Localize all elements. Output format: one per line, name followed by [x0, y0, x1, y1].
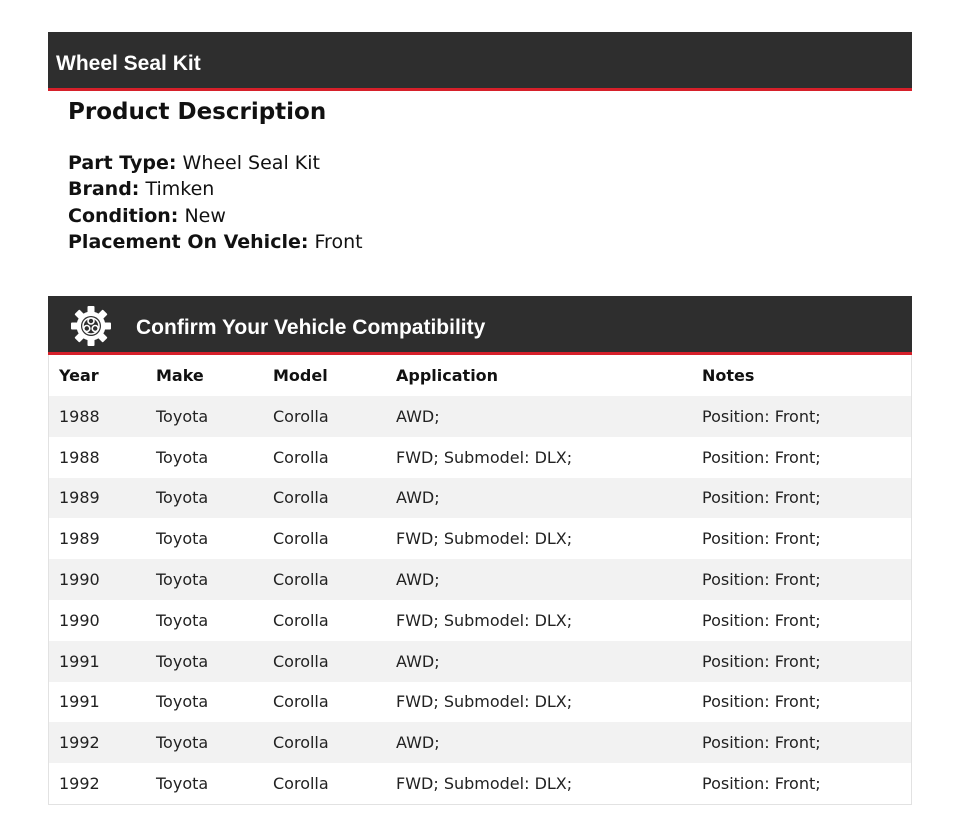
cell-notes: Position: Front; [692, 478, 911, 519]
spec-part-type [68, 150, 363, 176]
cell-application: FWD; Submodel: DLX; [386, 600, 692, 641]
cell-notes: Position: Front; [692, 559, 911, 600]
cell-year: 1990 [49, 600, 146, 641]
cell-notes: Position: Front; [692, 763, 911, 804]
cell-application: AWD; [386, 559, 692, 600]
table-row [49, 559, 911, 600]
product-spec-list [68, 150, 363, 255]
cell-application: FWD; Submodel: DLX; [386, 437, 692, 478]
table-row [49, 478, 911, 519]
table-row [49, 396, 911, 437]
cell-year: 1988 [49, 396, 146, 437]
product-description-heading: Product Description [68, 99, 327, 125]
cell-make: Toyota [146, 478, 263, 519]
cell-make: Toyota [146, 600, 263, 641]
cell-make: Toyota [146, 763, 263, 804]
spec-value: Wheel Seal Kit [182, 152, 320, 174]
cell-model: Corolla [263, 641, 386, 682]
cell-year: 1988 [49, 437, 146, 478]
product-title: Wheel Seal Kit [56, 52, 201, 75]
spec-value: Front [314, 230, 363, 253]
table-row [49, 437, 911, 478]
compatibility-header-bar [48, 296, 912, 355]
table-row [49, 722, 911, 763]
cell-application: FWD; Submodel: DLX; [386, 763, 692, 804]
cell-model: Corolla [263, 682, 386, 723]
cell-application: AWD; [386, 396, 692, 437]
spec-value: Timken [145, 178, 215, 201]
cell-notes: Position: Front; [692, 396, 911, 437]
cell-notes: Position: Front; [692, 600, 911, 641]
cell-notes: Position: Front; [692, 437, 911, 478]
cell-application: AWD; [386, 722, 692, 763]
spec-label: Brand: [68, 178, 140, 201]
spec-placement [68, 229, 363, 255]
cell-model: Corolla [263, 518, 386, 559]
cell-model: Corolla [263, 437, 386, 478]
cell-make: Toyota [146, 682, 263, 723]
cell-year: 1991 [49, 682, 146, 723]
table-row [49, 518, 911, 559]
cell-application: FWD; Submodel: DLX; [386, 518, 692, 559]
column-header-notes: Notes [692, 355, 911, 396]
table-row [49, 641, 911, 682]
compatibility-table-container [48, 355, 912, 805]
cell-year: 1989 [49, 518, 146, 559]
cell-make: Toyota [146, 437, 263, 478]
table-row [49, 682, 911, 723]
gear-icon [70, 305, 112, 347]
cell-year: 1989 [49, 478, 146, 519]
spec-condition [68, 203, 363, 229]
column-header-year: Year [49, 355, 146, 396]
cell-model: Corolla [263, 559, 386, 600]
cell-make: Toyota [146, 559, 263, 600]
cell-model: Corolla [263, 478, 386, 519]
spec-value: New [184, 204, 226, 227]
cell-application: AWD; [386, 641, 692, 682]
cell-model: Corolla [263, 396, 386, 437]
cell-year: 1990 [49, 559, 146, 600]
cell-make: Toyota [146, 396, 263, 437]
cell-model: Corolla [263, 600, 386, 641]
cell-notes: Position: Front; [692, 722, 911, 763]
cell-make: Toyota [146, 641, 263, 682]
cell-year: 1992 [49, 722, 146, 763]
compatibility-title: Confirm Your Vehicle Compatibility [136, 316, 486, 339]
table-row [49, 600, 911, 641]
product-title-bar [48, 32, 912, 91]
column-header-make: Make [146, 355, 263, 396]
cell-make: Toyota [146, 518, 263, 559]
cell-application: FWD; Submodel: DLX; [386, 682, 692, 723]
column-header-application: Application [386, 355, 692, 396]
cell-notes: Position: Front; [692, 518, 911, 559]
spec-brand [68, 176, 363, 202]
cell-notes: Position: Front; [692, 641, 911, 682]
column-header-model: Model [263, 355, 386, 396]
spec-label: Part Type: [68, 152, 177, 174]
cell-model: Corolla [263, 763, 386, 804]
cell-year: 1992 [49, 763, 146, 804]
table-row [49, 763, 911, 804]
spec-label: Condition: [68, 204, 179, 227]
cell-application: AWD; [386, 478, 692, 519]
cell-year: 1991 [49, 641, 146, 682]
table-header-row [49, 355, 911, 396]
spec-label: Placement On Vehicle: [68, 230, 309, 253]
compatibility-table [49, 355, 911, 804]
cell-model: Corolla [263, 722, 386, 763]
cell-make: Toyota [146, 722, 263, 763]
cell-notes: Position: Front; [692, 682, 911, 723]
